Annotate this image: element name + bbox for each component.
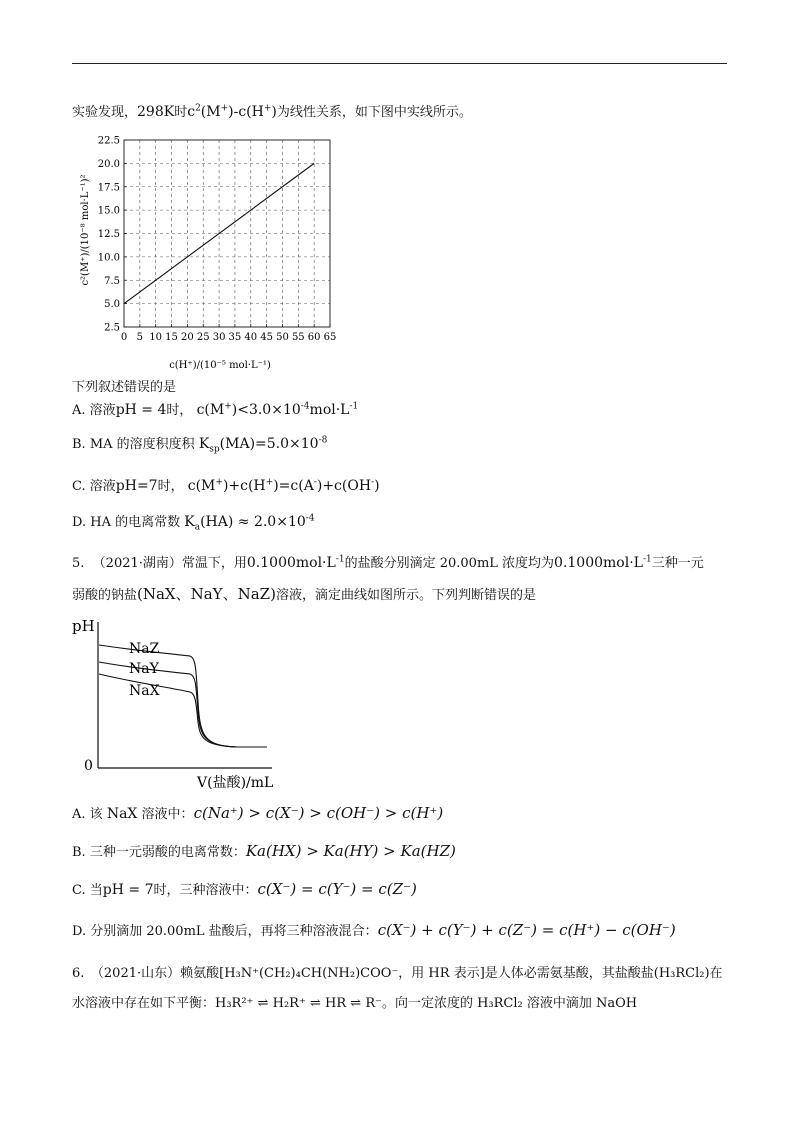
y-tick-label: 2.5 — [104, 322, 120, 334]
intro-line: 实验发现，298K时$c^2(M^+)-c(H^+)$为线性关系，如下图中实线所示。 — [72, 103, 472, 120]
x-tick-label: 5 — [136, 332, 144, 343]
x-tick-label: 0 — [120, 332, 128, 343]
equilibrium-arrow-3: ⇌ — [350, 996, 362, 1011]
y-tick-label: 17.5 — [97, 182, 120, 194]
header-rule — [72, 63, 727, 64]
x-tick-label: 20 — [181, 332, 194, 343]
q4-stem: 下列叙述错误的是 — [72, 380, 177, 395]
q5-option-a: A. 该 NaX 溶液中：c(Na⁺) > c(X⁻) > c(OH⁻) > c(H⁺) — [72, 804, 444, 822]
equilibrium-arrow-1: ⇌ — [257, 996, 269, 1011]
q5-option-c: C. 当pH = 7时，三种溶液中：c(X⁻) = c(Y⁻) = c(Z⁻) — [72, 880, 417, 898]
y-tick-label: 10.0 — [97, 252, 120, 264]
q5-stem-line2: 弱酸的钠盐(NaX、NaY、NaZ)溶液，滴定曲线如图所示。下列判断错误的是 — [72, 585, 536, 603]
titration-ylabel: pH — [72, 617, 95, 635]
titration-xlabel: V(盐酸)/mL — [197, 775, 274, 791]
chart-ylabel: c²(M⁺)/(10⁻⁸ mol·L⁻¹)² — [80, 174, 91, 286]
q4-option-d: D. HA 的电离常数 $K_a(HA) \approx 2.0\times 10^{-4}$ — [72, 513, 315, 533]
q4-option-a: A. 溶液pH = 4时， $c(M^+)<3.0\times 10^{-4}mol\cdot L^{-1}$ — [72, 401, 359, 418]
x-tick-label: 60 — [307, 332, 321, 343]
q4-option-b: B. MA 的溶度积度积 $K_{sp}(MA)=5.0\times 10^{-8}$ — [72, 435, 328, 455]
q6-line1: 6. （2021·山东）赖氨酸[H₃N⁺(CH₂)₄CH(NH₂)COO⁻，用 HR 表示]是人体必需氨基酸，其盐酸盐(H₃RCl₂)在 — [72, 966, 723, 981]
equilibrium-arrow-2: ⇌ — [309, 996, 321, 1011]
y-tick-label: 12.5 — [97, 229, 120, 240]
q4-option-c: C. 溶液pH=7时， c(M+)+c(H+)=c(A-)+c(OH-) — [72, 477, 380, 494]
curve-nay — [99, 662, 237, 747]
y-tick-label: 5.0 — [104, 299, 120, 311]
x-tick-label: 35 — [228, 332, 242, 343]
x-tick-label: 10 — [149, 332, 163, 343]
titration-chart — [72, 612, 282, 792]
x-tick-label: 50 — [276, 332, 289, 343]
q5-option-d: D. 分别滴加 20.00mL 盐酸后，再将三种溶液混合：c(X⁻) + c(Y⁻) + c(Z⁻) = c(H⁺) − c(OH⁻) — [72, 921, 676, 939]
x-tick-label: 65 — [323, 332, 337, 343]
linear-chart — [70, 128, 370, 373]
x-tick-label: 55 — [291, 332, 305, 343]
q5-stem-line1: 5. （2021·湖南）常温下，用$0.1000mol\cdot L^{-1}$的盐酸分别滴定 20.00mL 浓度均为$0.1000mol\cdot L^{-1}$三种一元 — [72, 554, 704, 571]
y-tick-label: 15.0 — [97, 205, 120, 217]
y-tick-label: 7.5 — [104, 275, 120, 287]
curve-naz — [99, 645, 267, 747]
label-naz: NaZ — [129, 641, 160, 657]
curve-nax — [99, 674, 237, 747]
x-tick-label: 25 — [196, 332, 210, 343]
x-tick-label: 30 — [212, 332, 226, 343]
y-tick-label: 22.5 — [97, 135, 120, 147]
x-tick-label: 15 — [165, 332, 178, 343]
label-nax: NaX — [129, 683, 160, 699]
q5-option-b: B. 三种一元弱酸的电离常数：Ka(HX) > Ka(HY) > Ka(HZ) — [72, 842, 456, 860]
q6-line2: 水溶液中存在如下平衡：H₃R²⁺ ⇌ H₂R⁺ ⇌ HR ⇌ R⁻。向一定浓度的 H₃RCl₂ 溶液中滴加 NaOH — [72, 996, 638, 1011]
x-tick-label: 45 — [260, 332, 273, 343]
titration-origin: 0 — [84, 758, 93, 774]
x-tick-label: 40 — [244, 332, 258, 343]
label-nay: NaY — [129, 661, 159, 677]
chart-xlabel: c(H⁺)/(10⁻⁵ mol·L⁻¹) — [169, 360, 271, 371]
y-tick-label: 20.0 — [97, 158, 120, 170]
